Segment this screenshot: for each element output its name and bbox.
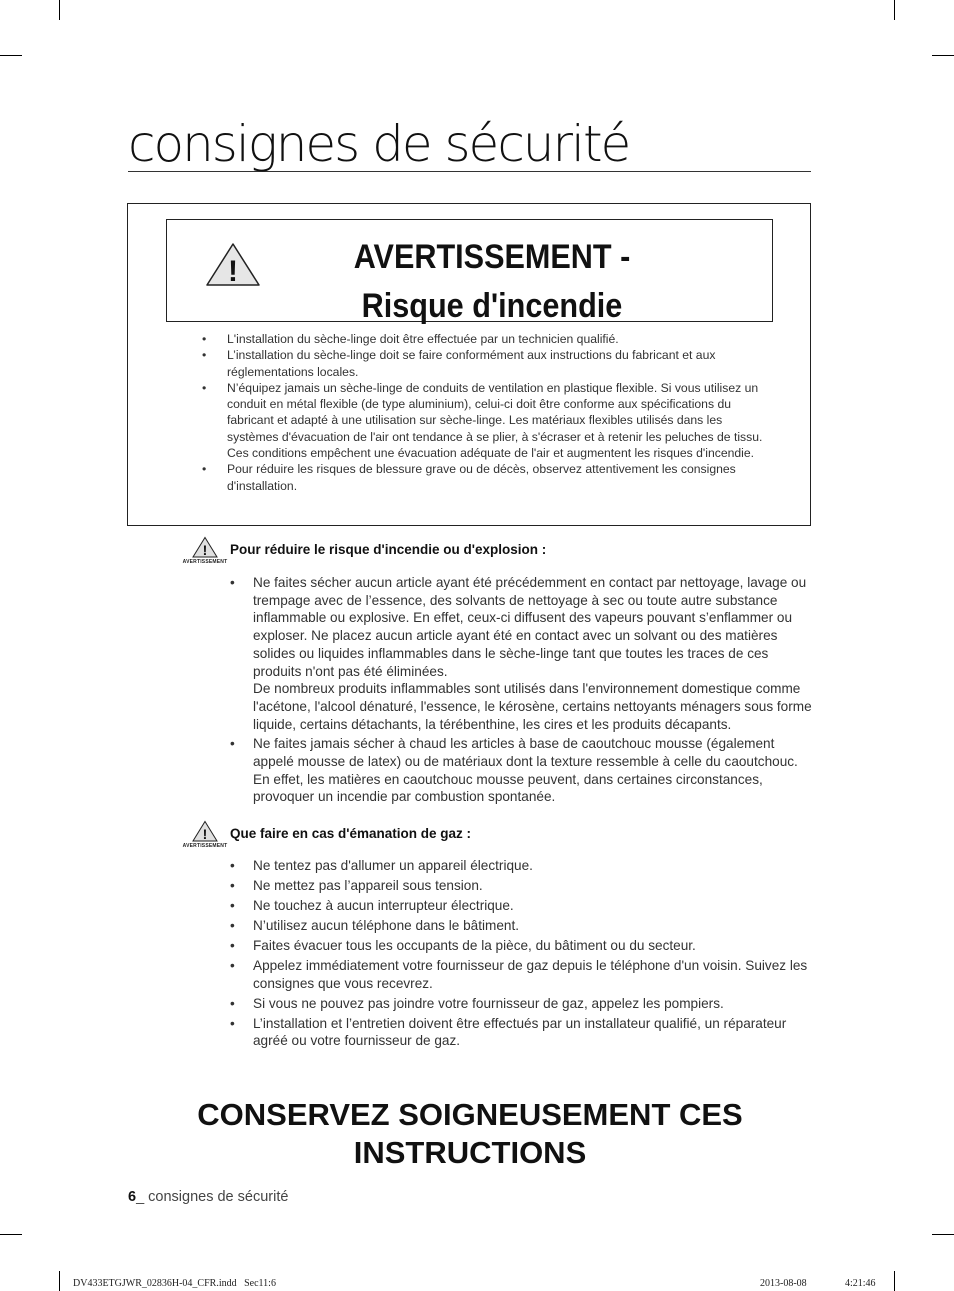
avertissement-badge bbox=[180, 820, 230, 849]
list-item-text: Ne faites jamais sécher à chaud les articles à base de caoutchouc mousse (également appelé mousse de latex) ou de matériaux dont la texture ressemble à celle du caoutchouc. En effet, les matières en caoutchouc mousse peuvent, dans certaines circonstances, provoquer un incendie par combustion spontanée. bbox=[253, 736, 798, 805]
list-item: • Ne touchez à aucun interrupteur électrique. bbox=[228, 897, 818, 915]
list-item: • Pour réduire les risques de blessure grave ou de décès, observez attentivement les consignes d'installation. bbox=[202, 461, 774, 494]
list-item: • L'installation du sèche-linge doit être effectuée par un technicien qualifié. bbox=[202, 331, 774, 347]
fire-warning-heading bbox=[180, 536, 546, 565]
warning-header bbox=[166, 219, 773, 325]
warning-triangle-icon bbox=[192, 820, 218, 842]
print-slug-time: 4:21:46 bbox=[845, 1278, 876, 1289]
crop-mark bbox=[59, 1271, 60, 1291]
print-slug-date: 2013-08-08 bbox=[760, 1278, 807, 1289]
avertissement-badge bbox=[180, 536, 230, 565]
footer-section: _ consignes de sécurité bbox=[136, 1189, 289, 1205]
list-item: • N’utilisez aucun téléphone dans le bâtiment. bbox=[228, 917, 818, 935]
crop-mark bbox=[932, 55, 954, 56]
fire-list bbox=[228, 574, 818, 806]
page-footer bbox=[128, 1189, 288, 1205]
crop-mark bbox=[894, 0, 895, 20]
conserve-heading: CONSERVEZ SOIGNEUSEMENT CES INSTRUCTIONS bbox=[197, 1097, 743, 1170]
list-item: • Appelez immédiatement votre fournisseur de gaz depuis le téléphone d'un voisin. Suivez les consignes que vous recevrez. bbox=[228, 957, 818, 992]
crop-mark bbox=[59, 0, 60, 20]
crop-mark bbox=[894, 1271, 895, 1291]
avertissement-label: AVERTISSEMENT bbox=[182, 843, 228, 849]
fire-section-title: Pour réduire le risque d'incendie ou d'explosion : bbox=[230, 542, 547, 557]
list-item: • L’installation et l’entretien doivent être effectués par un installateur qualifié, un réparateur agréé ou votre fournisseur de gaz. bbox=[228, 1015, 818, 1050]
warning-triangle-icon bbox=[192, 536, 218, 558]
list-item: • Ne mettez pas l’appareil sous tension. bbox=[228, 877, 818, 895]
svg-text:!: ! bbox=[202, 826, 208, 842]
svg-text:!: ! bbox=[228, 255, 238, 287]
page-number: 6 bbox=[128, 1189, 137, 1205]
gas-list bbox=[228, 857, 818, 1052]
avertissement-label: AVERTISSEMENT bbox=[182, 559, 228, 565]
crop-mark bbox=[0, 55, 22, 56]
list-item: • N’équipez jamais un sèche-linge de conduits de ventilation en plastique flexible. Si vous utilisez un conduit en métal flexible (de type aluminium), celui-ci doit être conforme aux spécifications du fabricant et adapté à une utilisation sur sèche-linge. Les matériaux flexibles utilisés dans les systèmes d'évacuation de l'air ont tendance à se plier, à s'écraser et à retenir les peluches de tissu. Ces conditions empêchent une évacuation adéquate de l'air et augmentent les risques d'incendie. bbox=[202, 380, 774, 461]
gas-section-title: Que faire en cas d'émanation de gaz : bbox=[230, 826, 472, 841]
warning-list bbox=[202, 331, 774, 494]
warning-box bbox=[127, 203, 811, 526]
list-item: • Ne tentez pas d'allumer un appareil électrique. bbox=[228, 857, 818, 875]
gas-warning-heading bbox=[180, 820, 471, 849]
crop-mark bbox=[0, 1234, 22, 1235]
warning-triangle-icon bbox=[205, 241, 261, 292]
list-item bbox=[228, 574, 818, 733]
list-item: • L’installation du sèche-linge doit se faire conformément aux instructions du fabricant et aux réglementations locales. bbox=[202, 347, 774, 380]
list-item bbox=[228, 735, 818, 806]
list-item: • Faites évacuer tous les occupants de la pièce, du bâtiment ou du secteur. bbox=[228, 937, 818, 955]
svg-text:!: ! bbox=[202, 542, 208, 558]
list-item: • Si vous ne pouvez pas joindre votre fournisseur de gaz, appelez les pompiers. bbox=[228, 995, 818, 1013]
crop-mark bbox=[932, 1234, 954, 1235]
list-item-text: Ne faites sécher aucun article ayant été précédemment en contact par nettoyage, lavage ou trempage avec de l’essence, des solvants de nettoyage à sec ou toute autre substance inflammable ou explosive. En effet, ceux-ci diffusent des vapeurs pouvant s’enflammer ou exploser. Ne placez aucun article ayant été en contact avec un solvant ou des matières solides ou liquides inflammables dans le sèche-linge tant que toutes les traces de ces produits n'ont pas été éliminées. bbox=[253, 575, 807, 679]
warning-title: AVERTISSEMENT - Risque d'incendie bbox=[353, 238, 631, 325]
print-slug-file: DV433ETGJWR_02836H-04_CFR.indd Sec11:6 bbox=[73, 1278, 276, 1289]
page-title: consignes de sécurité bbox=[128, 118, 811, 172]
list-item-extra: De nombreux produits inflammables sont utilisés dans l'environnement domestique comme l'acétone, l'alcool dénaturé, l'essence, le kérosène, certains nettoyants ménagers sous forme liquide, certains détachants, la térébenthine, les cires et les produits décapants. bbox=[253, 681, 812, 732]
